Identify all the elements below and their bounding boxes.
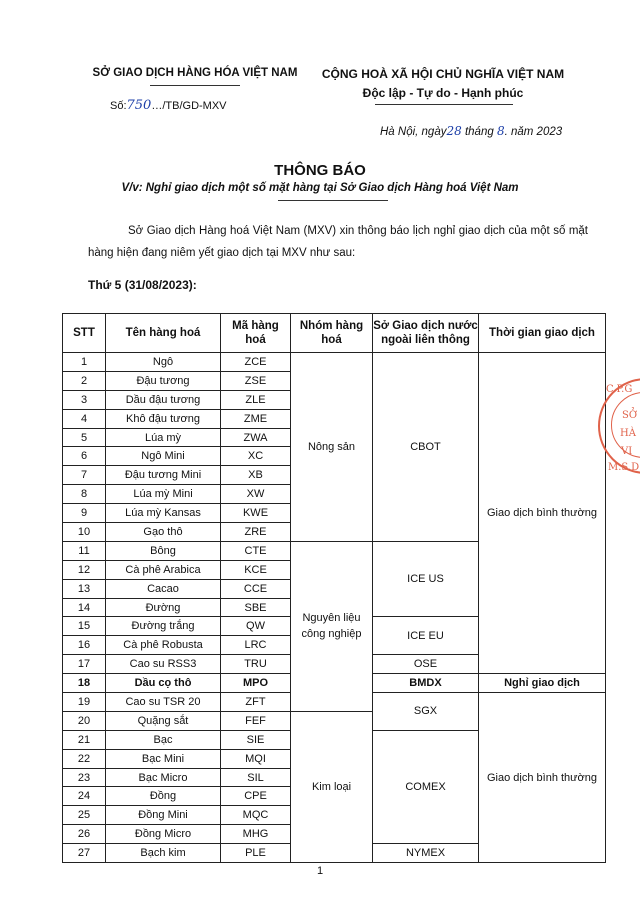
cell-name: Bạch kim (106, 844, 221, 863)
cell-name: Ngô Mini (106, 447, 221, 466)
number-prefix: Số: (110, 100, 127, 112)
cell-name: Lúa mỳ Kansas (106, 504, 221, 523)
cell-stt: 27 (63, 844, 106, 863)
cell-code: MQI (221, 749, 291, 768)
day-heading: Thứ 5 (31/08/2023): (88, 278, 197, 292)
cell-stt: 26 (63, 825, 106, 844)
cell-code: ZLE (221, 390, 291, 409)
cell-name: Cà phê Robusta (106, 636, 221, 655)
cell-code: KCE (221, 560, 291, 579)
cell-name: Quặng sắt (106, 711, 221, 730)
cell-code: FEF (221, 711, 291, 730)
cell-stt: 10 (63, 523, 106, 542)
cell-stt: 8 (63, 485, 106, 504)
cell-stt: 20 (63, 711, 106, 730)
cell-stt: 16 (63, 636, 106, 655)
cell-code: KWE (221, 504, 291, 523)
cell-exchange: OSE (373, 655, 479, 674)
cell-code: SIE (221, 730, 291, 749)
cell-stt: 17 (63, 655, 106, 674)
document-number (110, 98, 227, 113)
cell-code: CPE (221, 787, 291, 806)
cell-stt: 18 (63, 674, 106, 693)
divider (278, 200, 388, 201)
cell-name: Bông (106, 541, 221, 560)
cell-name: Bạc Micro (106, 768, 221, 787)
seal-text: SỞ (622, 410, 638, 421)
cell-exchange: ICE US (373, 541, 479, 617)
seal-text: VI (621, 446, 633, 457)
cell-code: ZRE (221, 523, 291, 542)
cell-stt: 11 (63, 541, 106, 560)
cell-name: Đậu tương (106, 371, 221, 390)
cell-time-halt: Nghỉ giao dịch (479, 674, 606, 693)
cell-name: Cao su TSR 20 (106, 693, 221, 712)
cell-stt: 3 (63, 390, 106, 409)
month-label: tháng (464, 126, 494, 138)
cell-code: ZWA (221, 428, 291, 447)
cell-stt: 23 (63, 768, 106, 787)
cell-stt: 5 (63, 428, 106, 447)
cell-time: Giao dịch bình thường (479, 353, 606, 674)
divider (150, 85, 240, 86)
cell-stt: 9 (63, 504, 106, 523)
cell-name: Dầu đậu tương (106, 390, 221, 409)
cell-stt: 7 (63, 466, 106, 485)
cell-name: Đường (106, 598, 221, 617)
cell-code: MQC (221, 806, 291, 825)
cell-name: Lúa mỳ Mini (106, 485, 221, 504)
cell-code: SBE (221, 598, 291, 617)
divider (375, 104, 513, 105)
cell-code: ZCE (221, 353, 291, 372)
cell-code: XB (221, 466, 291, 485)
cell-code: QW (221, 617, 291, 636)
cell-code: LRC (221, 636, 291, 655)
cell-code: TRU (221, 655, 291, 674)
cell-name: Bạc (106, 730, 221, 749)
cell-name: Dầu cọ thô (106, 674, 221, 693)
cell-code: CTE (221, 541, 291, 560)
cell-stt: 12 (63, 560, 106, 579)
cell-code: ZSE (221, 371, 291, 390)
cell-stt: 15 (63, 617, 106, 636)
cell-stt: 6 (63, 447, 106, 466)
seal-text: M.S.D (608, 462, 640, 473)
motto: Độc lập - Tự do - Hạnh phúc (362, 86, 524, 100)
cell-name: Gạo thô (106, 523, 221, 542)
cell-exchange: ICE EU (373, 617, 479, 655)
cell-stt: 14 (63, 598, 106, 617)
document-title: THÔNG BÁO (274, 162, 366, 179)
cell-exchange: BMDX (373, 674, 479, 693)
seal-text: HÀ (620, 428, 636, 439)
handwritten-day: 28 (446, 124, 462, 138)
cell-stt: 24 (63, 787, 106, 806)
cell-group: Kim loại (291, 711, 373, 862)
cell-code: XW (221, 485, 291, 504)
cell-time: Giao dịch bình thường (479, 693, 606, 863)
cell-code: XC (221, 447, 291, 466)
cell-code: PLE (221, 844, 291, 863)
schedule-table (62, 313, 606, 863)
document-subtitle: V/v: Nghỉ giao dịch một số mặt hàng tại Sở Giao dịch Hàng hoá Việt Nam (121, 182, 519, 194)
handwritten-number: 750 (126, 98, 152, 113)
cell-code: SIL (221, 768, 291, 787)
header-name: Tên hàng hoá (106, 314, 221, 353)
date-year: . năm 2023 (504, 126, 563, 138)
header-group: Nhóm hàng hoá (291, 314, 373, 353)
cell-stt: 4 (63, 409, 106, 428)
cell-exchange: CBOT (373, 353, 479, 542)
cell-stt: 25 (63, 806, 106, 825)
cell-exchange: NYMEX (373, 844, 479, 863)
cell-code: ZME (221, 409, 291, 428)
intro-paragraph: Sở Giao dịch Hàng hoá Việt Nam (MXV) xin thông báo lịch nghỉ giao dịch của một số mặt hàng hiện đang niêm yết giao dịch tại MXV như sau: (88, 225, 588, 259)
date-prefix: Hà Nội, ngày (380, 126, 447, 138)
cell-name: Cà phê Arabica (106, 560, 221, 579)
cell-name: Cao su RSS3 (106, 655, 221, 674)
cell-stt: 22 (63, 749, 106, 768)
cell-code: ZFT (221, 693, 291, 712)
cell-stt: 19 (63, 693, 106, 712)
cell-name: Khô đậu tương (106, 409, 221, 428)
header-time: Thời gian giao dịch (479, 314, 606, 353)
place-date (380, 124, 610, 138)
seal-text: C.P.G (606, 384, 633, 395)
cell-name: Bạc Mini (106, 749, 221, 768)
cell-stt: 13 (63, 579, 106, 598)
cell-name: Đồng Mini (106, 806, 221, 825)
cell-name: Cacao (106, 579, 221, 598)
cell-stt: 21 (63, 730, 106, 749)
page-number: 1 (316, 865, 324, 877)
cell-name: Đồng Micro (106, 825, 221, 844)
cell-group: Nông sản (291, 353, 373, 542)
cell-name: Lúa mỳ (106, 428, 221, 447)
cell-code: CCE (221, 579, 291, 598)
cell-name: Ngô (106, 353, 221, 372)
cell-name: Đậu tương Mini (106, 466, 221, 485)
organization-name: SỞ GIAO DỊCH HÀNG HÓA VIỆT NAM (92, 67, 298, 79)
header-code: Mã hàng hoá (221, 314, 291, 353)
cell-code: MHG (221, 825, 291, 844)
handwritten-month: 8 (496, 124, 505, 138)
table-row (63, 353, 606, 372)
header-exchange: Sở Giao dịch nước ngoài liên thông (373, 314, 479, 353)
cell-group: Nguyên liệu công nghiệp (291, 541, 373, 711)
table-header-row (63, 314, 606, 353)
cell-exchange: SGX (373, 693, 479, 731)
cell-stt: 2 (63, 371, 106, 390)
nation-name: CỘNG HOÀ XÃ HỘI CHỦ NGHĨA VIỆT NAM (321, 67, 565, 81)
cell-code: MPO (221, 674, 291, 693)
number-suffix: …/TB/GD-MXV (151, 100, 227, 112)
cell-name: Đồng (106, 787, 221, 806)
cell-name: Đường trắng (106, 617, 221, 636)
cell-exchange: COMEX (373, 730, 479, 843)
header-stt: STT (63, 314, 106, 353)
cell-stt: 1 (63, 353, 106, 372)
